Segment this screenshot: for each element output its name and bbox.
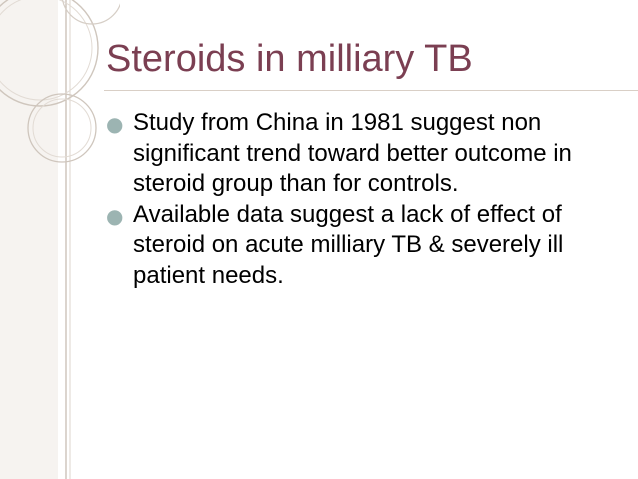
bullet-item <box>106 108 626 200</box>
bullet-text: Available data suggest a lack of effect of steroid on acute milliary TB & severely ill patient needs. <box>133 200 564 289</box>
bullet-dot-icon: ● <box>106 203 124 228</box>
title-divider <box>104 90 638 91</box>
bullet-text: Study from China in 1981 suggest non significant trend toward better outcome in steroid group than for controls. <box>133 109 572 197</box>
side-band <box>0 0 58 479</box>
bullet-dot-icon: ● <box>106 112 124 136</box>
bullet-item <box>106 200 626 292</box>
bullet-list <box>106 108 626 291</box>
slide-title: Steroids in milliary TB <box>106 38 473 80</box>
decorative-rings <box>0 0 120 479</box>
